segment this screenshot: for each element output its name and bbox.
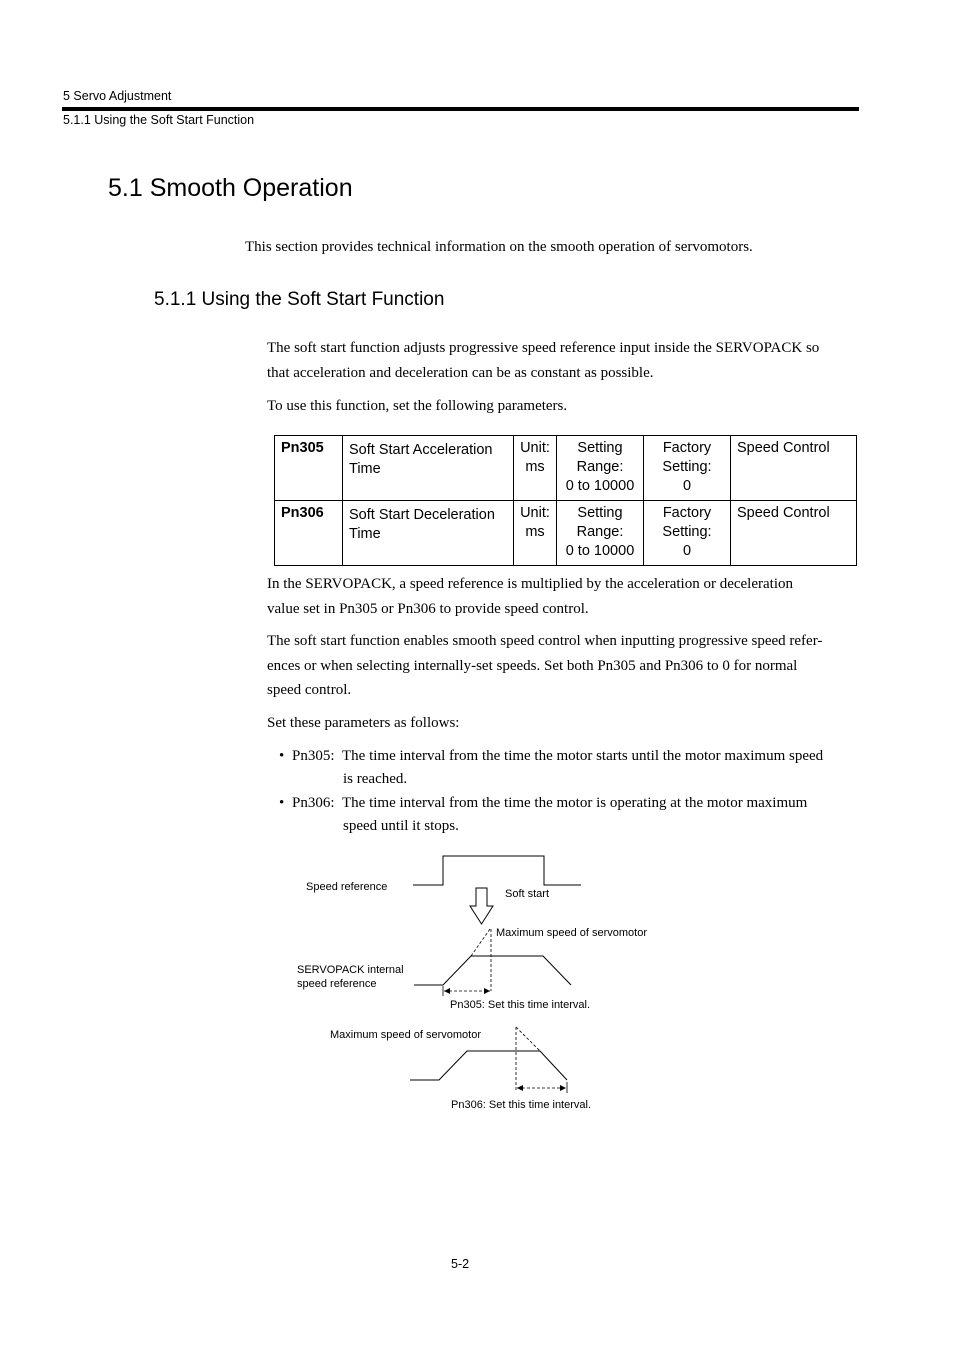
max-speed-label-lower: Maximum speed of servomotor — [330, 1029, 481, 1041]
param-factory-setting — [644, 501, 731, 566]
parameter-table — [274, 435, 857, 566]
param-range-line: Range: — [576, 524, 624, 540]
bullet-line: is reached. — [343, 770, 408, 787]
soft-start-timing-diagram — [290, 850, 670, 1120]
bullet-line: speed until it stops. — [343, 817, 459, 834]
arrowhead-right-icon — [560, 1085, 566, 1091]
bullet-dot: • — [279, 795, 285, 811]
accel-extension-dashed — [471, 929, 490, 956]
running-header-section: 5.1.1 Using the Soft Start Function — [63, 113, 255, 127]
header-rule — [62, 107, 859, 111]
bullet-line: The time interval from the time the motor is operating at the motor maximum — [342, 795, 808, 811]
paragraph-soft-start-description — [267, 336, 859, 385]
param-range-line: Setting — [577, 505, 623, 521]
table-row — [275, 501, 857, 566]
param-name-line: Soft Start Deceleration — [349, 507, 495, 523]
paragraph-line: The soft start function enables smooth speed control when inputting progressive speed refer- — [267, 633, 823, 649]
arrowhead-right-icon — [484, 988, 490, 994]
param-range-line: Range: — [576, 459, 624, 475]
param-name-line: Time — [349, 461, 381, 477]
param-name-line: Soft Start Acceleration — [349, 442, 493, 458]
param-factory-setting — [644, 436, 731, 501]
table-row — [275, 436, 857, 501]
paragraph-line: The soft start function adjusts progressive speed reference input inside the SERVOPACK so — [267, 340, 820, 356]
param-range-line: 0 to 10000 — [565, 543, 635, 559]
param-control-mode: Speed Control — [731, 501, 857, 566]
intro-paragraph: This section provides technical information on the smooth operation of servomotors. — [245, 239, 753, 255]
internal-ref-label-line1: SERVOPACK internal — [297, 964, 404, 976]
param-factory-line: Factory — [662, 440, 712, 456]
param-range-line: Setting — [577, 440, 623, 456]
page-number: 5-2 — [451, 1257, 470, 1271]
paragraph-line: In the SERVOPACK, a speed reference is multiplied by the acceleration or deceleration — [267, 576, 793, 592]
soft-start-label: Soft start — [505, 888, 550, 900]
speed-reference-waveform — [413, 856, 581, 885]
param-range — [557, 501, 644, 566]
param-factory-line: Setting: — [662, 524, 712, 540]
section-title: 5.1 Smooth Operation — [108, 174, 353, 202]
paragraph-line: speed control. — [267, 682, 352, 698]
param-name — [343, 501, 514, 566]
param-number: Pn306 — [275, 501, 343, 566]
param-factory-line: 0 — [682, 478, 692, 494]
subsection-title: 5.1.1 Using the Soft Start Function — [154, 289, 445, 310]
paragraph-use-parameters: To use this function, set the following parameters. — [267, 398, 568, 414]
paragraph-line: that acceleration and deceleration can be as constant as possible. — [267, 364, 654, 381]
bullet-text — [342, 792, 862, 837]
running-header-chapter: 5 Servo Adjustment — [63, 89, 172, 103]
param-unit — [514, 501, 557, 566]
paragraph-soft-start-usage — [267, 629, 859, 703]
param-unit-line: Unit: — [520, 440, 550, 456]
param-control-mode: Speed Control — [731, 436, 857, 501]
bullet-label: Pn305: — [292, 748, 335, 764]
pn306-note: Pn306: Set this time interval. — [451, 1099, 592, 1111]
down-arrow-icon — [470, 888, 493, 924]
param-unit-line: ms — [525, 459, 545, 475]
decel-waveform — [410, 1051, 567, 1080]
internal-speed-waveform — [414, 956, 571, 985]
param-unit — [514, 436, 557, 501]
speed-reference-label: Speed reference — [306, 881, 388, 893]
bullet-line: The time interval from the time the motor starts until the motor maximum speed — [342, 748, 824, 764]
pn305-note: Pn305: Set this time interval. — [450, 999, 591, 1011]
paragraph-speed-reference — [267, 572, 859, 621]
decel-extension-dashed — [516, 1027, 540, 1051]
paragraph-line: value set in Pn305 or Pn306 to provide speed control. — [267, 600, 589, 617]
param-range — [557, 436, 644, 501]
internal-ref-label-line2: speed reference — [297, 978, 377, 990]
arrowhead-left-icon — [444, 988, 450, 994]
param-factory-line: Factory — [662, 505, 712, 521]
arrowhead-left-icon — [517, 1085, 523, 1091]
param-factory-line: Setting: — [662, 459, 712, 475]
param-factory-line: 0 — [682, 543, 692, 559]
max-speed-label-upper: Maximum speed of servomotor — [496, 927, 647, 939]
param-unit-line: Unit: — [520, 505, 550, 521]
paragraph-set-parameters: Set these parameters as follows: — [267, 715, 460, 731]
param-name — [343, 436, 514, 501]
param-name-line: Time — [349, 526, 381, 542]
param-number: Pn305 — [275, 436, 343, 501]
list-item — [279, 792, 859, 838]
bullet-dot: • — [279, 748, 285, 764]
param-unit-line: ms — [525, 524, 545, 540]
bullet-label: Pn306: — [292, 795, 335, 811]
bullet-text — [342, 745, 862, 790]
list-item — [279, 745, 859, 791]
param-range-line: 0 to 10000 — [565, 478, 635, 494]
paragraph-line: ences or when selecting internally-set speeds. Set both Pn305 and Pn306 to 0 for normal — [267, 657, 798, 674]
